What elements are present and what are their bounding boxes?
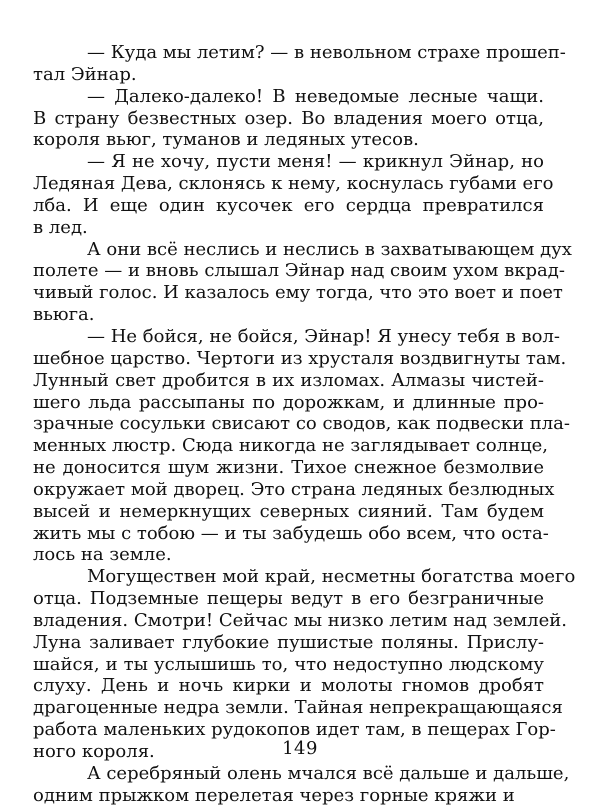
text-line: окружает мой дворец. Это страна ледяных безлюдных	[33, 478, 555, 500]
text-line: А они всё неслись и неслись в захватывающем дух	[87, 238, 572, 260]
text-line: одним прыжком перелетая через горные кряжи и	[33, 784, 515, 806]
text-line: полете — и вновь слышал Эйнар над своим ухом вкрад-	[33, 260, 565, 282]
text-line: тал Эйнар.	[33, 63, 137, 85]
text-line: менных люстр. Сюда никогда не заглядывает солнце,	[33, 435, 549, 457]
text-line: А серебряный олень мчался всё дальше и дальше,	[87, 762, 570, 784]
paragraph	[33, 762, 570, 807]
body-text	[33, 42, 576, 807]
page-number: 149	[282, 738, 318, 759]
paragraph	[33, 85, 544, 152]
text-line: лось на земле.	[33, 544, 172, 566]
text-line: — Не бойся, не бойся, Эйнар! Я унесу тебя в вол-	[87, 325, 561, 347]
text-line: вьюга.	[33, 304, 95, 326]
text-line: Ледяная Дева, склонясь к нему, коснулась губами его	[33, 173, 554, 195]
text-line: отца. Подземные пещеры ведут в его безграничные	[33, 588, 544, 610]
text-line: драгоценные недра земли. Тайная непрекращающаяся	[33, 697, 563, 719]
paragraph	[33, 42, 566, 86]
text-line: высей и немеркнущих северных сияний. Там будем	[33, 500, 544, 522]
text-line: слуху. День и ночь кирки и молоты гномов дробят	[33, 675, 544, 697]
paragraph	[33, 566, 576, 763]
text-line: В страну безвестных озер. Во владения моего отца,	[33, 107, 544, 129]
text-line: Луна заливает глубокие пушистые поляны. Прислу-	[33, 631, 544, 653]
text-line: чивый голос. И казалось ему тогда, что это воет и поет	[33, 282, 563, 304]
text-line: Лунный свет дробится в их изломах. Алмазы чистей-	[33, 369, 544, 391]
paragraph	[33, 325, 570, 566]
text-line: в лед.	[33, 216, 88, 238]
text-line: шего льда рассыпаны по дорожкам, и длинные про-	[33, 391, 544, 413]
text-line: не доносится шум жизни. Тихое снежное безмолвие	[33, 457, 544, 479]
text-line: — Куда мы летим? — в невольном страхе прошеп-	[87, 42, 566, 63]
text-line: работа маленьких рудокопов идет там, в пещерах Гор-	[33, 719, 556, 741]
text-line: шайся, и ты услышишь то, что недоступно людскому	[33, 653, 544, 675]
text-line: шебное царство. Чертоги из хрусталя воздвигнуты там.	[33, 347, 567, 369]
text-line: короля вьюг, туманов и ледяных утесов.	[33, 129, 419, 151]
text-line: владения. Смотри! Сейчас мы низко летим над землей.	[33, 609, 567, 631]
text-line: Могуществен мой край, несметны богатства моего	[87, 566, 576, 588]
text-line: — Далеко-далеко! В неведомые лесные чащи.	[87, 85, 544, 107]
text-line: зрачные сосульки свисают со сводов, как подвески пла-	[33, 413, 570, 435]
text-line: жить мы с тобою — и ты забудешь обо всем, что оста-	[33, 522, 549, 544]
text-line: лба. И еще один кусочек его сердца превратился	[33, 194, 544, 216]
text-line: — Я не хочу, пусти меня! — крикнул Эйнар, но	[87, 151, 544, 173]
paragraph	[33, 151, 554, 238]
text-line: ного короля.	[33, 741, 155, 762]
paragraph	[33, 238, 572, 326]
